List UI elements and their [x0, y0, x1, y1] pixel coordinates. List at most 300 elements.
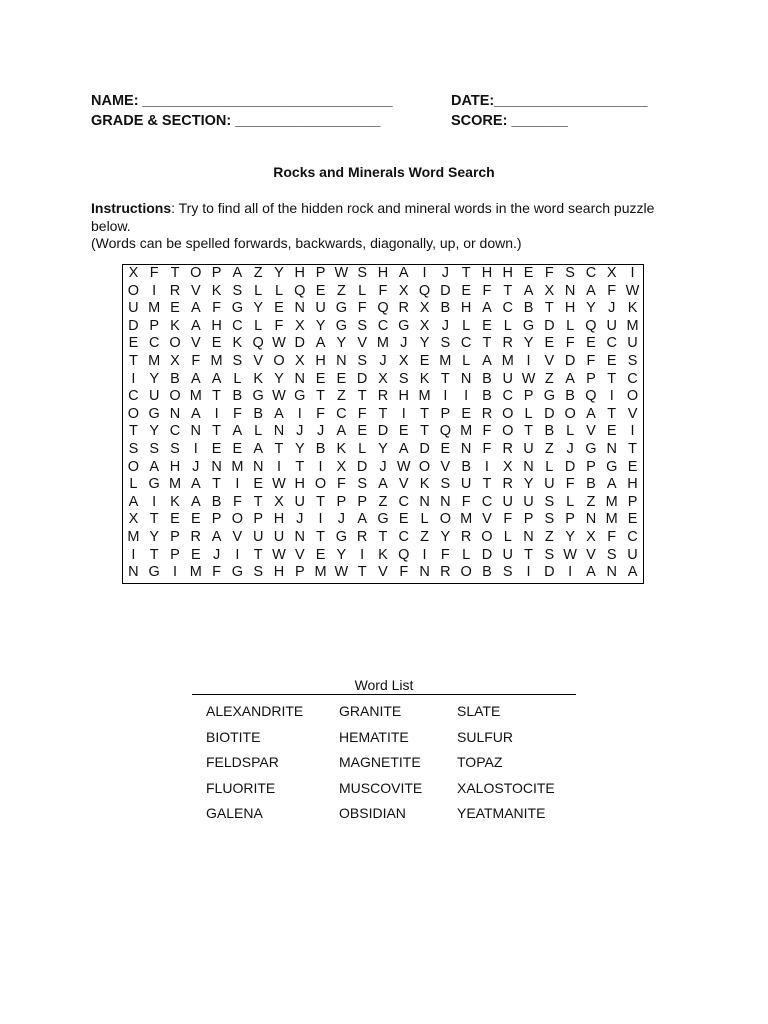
grid-letter: E	[419, 352, 430, 369]
grid-letter: W	[334, 265, 349, 281]
grid-letter: O	[564, 405, 576, 422]
grid-letter: T	[482, 335, 492, 352]
grid-letter: P	[586, 458, 596, 475]
grid-letter: T	[316, 493, 325, 510]
grid-letter: Y	[149, 528, 160, 545]
grid-letter: O	[169, 335, 181, 352]
grid-letter: O	[127, 405, 140, 422]
grid-letter: O	[273, 352, 285, 369]
grid-letter: H	[564, 300, 576, 317]
grid-letter: C	[128, 388, 139, 405]
grid-letter: E	[586, 335, 596, 352]
grid-letter: X	[128, 511, 139, 528]
grid-letter: I	[193, 440, 198, 457]
word-list-item: MUSCOVITE	[339, 779, 423, 796]
grid-letter: Y	[523, 476, 534, 493]
grid-letter: T	[149, 546, 159, 563]
grid-row	[123, 335, 643, 353]
grid-letter: T	[149, 511, 159, 528]
grid-letter: Y	[149, 370, 160, 387]
grid-letter: B	[170, 370, 180, 387]
grid-letter: D	[564, 352, 576, 369]
grid-letter: T	[316, 388, 325, 405]
grid-letter: O	[460, 564, 472, 581]
grid-letter: J	[400, 335, 408, 352]
grid-letter: F	[503, 511, 513, 528]
grid-letter: K	[336, 440, 347, 457]
word-list-column-1	[206, 703, 303, 831]
grid-letter: Z	[544, 370, 554, 387]
grid-row	[123, 529, 643, 547]
grid-letter: K	[378, 546, 388, 563]
grid-letter: P	[170, 528, 180, 545]
word-list-item: HEMATITE	[339, 728, 409, 745]
grid-letter: N	[128, 564, 139, 581]
grid-letter: P	[211, 265, 222, 281]
grid-letter: W	[272, 388, 286, 405]
instructions-label: Instructions	[91, 200, 172, 216]
grid-letter: U	[128, 300, 139, 317]
grid-letter: Y	[274, 370, 284, 387]
grid-letter: M	[626, 317, 639, 334]
grid-letter: U	[627, 546, 638, 563]
grid-letter: A	[232, 265, 243, 281]
grid-letter: F	[607, 528, 617, 545]
grid-letter: Y	[336, 546, 347, 563]
grid-letter: S	[170, 440, 180, 457]
grid-letter: C	[148, 335, 160, 352]
grid-letter: Q	[439, 423, 451, 440]
grid-letter: F	[232, 405, 242, 422]
word-list-item: FLUORITE	[206, 779, 276, 796]
word-list-item: YEATMANITE	[457, 805, 546, 821]
grid-letter: D	[377, 423, 389, 440]
grid-letter: I	[630, 265, 635, 281]
grid-letter: U	[523, 493, 534, 510]
grid-letter: K	[419, 476, 430, 493]
grid-letter: F	[149, 265, 159, 281]
grid-letter: P	[586, 370, 596, 387]
grid-letter: D	[544, 405, 555, 422]
grid-letter: C	[585, 265, 597, 281]
grid-letter: A	[398, 265, 409, 281]
grid-letter: O	[314, 476, 327, 493]
grid-letter: L	[503, 317, 512, 334]
grid-letter: V	[232, 528, 243, 545]
grid-letter: U	[544, 476, 555, 493]
grid-letter: Q	[585, 317, 597, 334]
grid-letter: H	[294, 476, 306, 493]
grid-letter: X	[378, 370, 388, 387]
grid-row	[123, 459, 643, 477]
word-list-item: TOPAZ	[457, 754, 503, 770]
grid-letter: W	[272, 476, 286, 493]
grid-letter: L	[129, 476, 138, 493]
grid-row	[123, 406, 643, 424]
grid-letter: V	[544, 352, 555, 369]
grid-letter: S	[398, 370, 409, 387]
grid-letter: F	[440, 546, 450, 563]
grid-letter: K	[419, 370, 430, 387]
grid-letter: G	[522, 317, 535, 334]
grid-letter: G	[148, 405, 160, 422]
word-list-item: SULFUR	[457, 728, 514, 745]
grid-letter: O	[502, 405, 514, 422]
grid-letter: V	[440, 458, 451, 475]
grid-letter: R	[377, 388, 389, 405]
grid-letter: I	[318, 511, 323, 528]
score-field-label: SCORE: _______	[451, 113, 568, 129]
grid-letter: V	[482, 511, 492, 528]
grid-letter: I	[235, 476, 240, 493]
grid-letter: L	[274, 282, 284, 299]
grid-letter: M	[460, 423, 473, 440]
grid-letter: T	[607, 405, 617, 422]
grid-letter: M	[189, 388, 202, 405]
grid-letter: L	[233, 370, 242, 387]
grid-letter: M	[148, 300, 161, 317]
grid-letter: Y	[378, 440, 388, 457]
grid-letter: Q	[418, 282, 431, 299]
grid-letter: Q	[585, 388, 597, 405]
grid-letter: S	[544, 546, 555, 563]
grid-letter: B	[565, 388, 575, 405]
grid-letter: V	[190, 282, 201, 299]
grid-letter: T	[295, 458, 305, 475]
grid-letter: G	[335, 300, 347, 317]
grid-letter: F	[212, 564, 222, 581]
grid-letter: E	[274, 300, 284, 317]
grid-letter: S	[357, 352, 367, 369]
grid-letter: F	[607, 282, 617, 299]
instructions-note: (Words can be spelled forwards, backwards, diagonally, up, or down.)	[91, 235, 522, 251]
grid-letter: T	[212, 476, 222, 493]
page-title: Rocks and Minerals Word Search	[273, 164, 495, 180]
grid-letter: I	[214, 405, 219, 422]
grid-letter: T	[628, 440, 637, 457]
grid-letter: N	[419, 564, 430, 581]
grid-letter: C	[502, 300, 513, 317]
grid-letter: H	[273, 511, 285, 528]
grid-letter: A	[606, 476, 617, 493]
grid-letter: R	[398, 300, 409, 317]
word-list-item: XALOSTOCITE	[457, 779, 555, 796]
grid-letter: Z	[253, 265, 263, 281]
grid-letter: T	[378, 528, 388, 545]
grid-letter: U	[502, 370, 513, 387]
grid-letter: H	[481, 265, 493, 281]
grid-letter: I	[276, 458, 281, 475]
grid-letter: C	[481, 493, 493, 510]
grid-letter: U	[523, 440, 534, 457]
grid-letter: E	[190, 511, 201, 528]
grid-letter: R	[481, 405, 493, 422]
grid-letter: N	[252, 458, 264, 475]
grid-letter: I	[297, 405, 302, 422]
grid-letter: E	[211, 440, 222, 457]
grid-letter: A	[128, 493, 139, 510]
grid-letter: F	[586, 352, 596, 369]
grid-letter: N	[564, 282, 576, 299]
grid-letter: K	[170, 317, 180, 334]
grid-letter: J	[316, 423, 325, 440]
grid-letter: G	[335, 317, 347, 334]
grid-letter: X	[398, 282, 409, 299]
grid-letter: X	[398, 352, 409, 369]
grid-letter: B	[482, 388, 492, 405]
grid-letter: L	[462, 546, 471, 563]
grid-letter: O	[502, 423, 514, 440]
grid-letter: T	[357, 388, 367, 405]
grid-letter: W	[625, 282, 640, 299]
grid-letter: L	[254, 423, 263, 440]
grid-letter: I	[464, 388, 469, 405]
grid-letter: D	[564, 458, 576, 475]
grid-letter: U	[294, 493, 306, 510]
grid-letter: F	[399, 564, 409, 581]
grid-letter: V	[294, 546, 305, 563]
grid-letter: E	[461, 405, 471, 422]
grid-letter: A	[274, 405, 284, 422]
grid-letter: F	[191, 352, 201, 369]
grid-letter: H	[315, 352, 326, 369]
grid-letter: E	[357, 423, 367, 440]
grid-letter: A	[190, 493, 201, 510]
grid-letter: X	[502, 458, 513, 475]
grid-letter: B	[232, 388, 243, 405]
grid-letter: U	[502, 546, 513, 563]
grid-letter: Y	[523, 335, 534, 352]
grid-letter: G	[398, 317, 410, 334]
grid-letter: T	[378, 405, 388, 422]
grid-letter: T	[253, 493, 263, 510]
grid-letter: U	[502, 493, 513, 510]
grid-letter: E	[211, 335, 222, 352]
grid-letter: S	[565, 265, 575, 281]
grid-letter: B	[482, 370, 492, 387]
grid-letter: T	[128, 352, 138, 369]
grid-letter: K	[232, 335, 243, 352]
grid-letter: L	[358, 440, 367, 457]
grid-letter: C	[232, 317, 243, 334]
grid-row	[123, 300, 643, 318]
grid-letter: C	[606, 335, 617, 352]
grid-letter: G	[606, 458, 618, 475]
grid-letter: P	[523, 511, 534, 528]
grid-letter: R	[190, 528, 202, 545]
grid-letter: S	[253, 564, 264, 581]
grid-letter: A	[211, 370, 222, 387]
grid-letter: T	[440, 370, 450, 387]
grid-row	[123, 547, 643, 565]
grid-letter: S	[502, 564, 513, 581]
word-list-item: MAGNETITE	[339, 754, 421, 770]
grid-letter: H	[627, 476, 638, 493]
grid-letter: T	[482, 476, 492, 493]
grid-letter: K	[627, 300, 638, 317]
grid-letter: I	[422, 546, 427, 563]
grid-letter: J	[296, 423, 304, 440]
grid-letter: E	[398, 511, 409, 528]
grid-letter: X	[128, 265, 139, 281]
grid-letter: W	[272, 335, 286, 352]
grid-letter: Z	[544, 528, 554, 545]
grid-letter: L	[566, 423, 575, 440]
grade-section-field-label: GRADE & SECTION: __________________	[91, 113, 381, 129]
grid-letter: D	[440, 282, 451, 299]
grid-letter: D	[294, 335, 306, 352]
grid-letter: Z	[544, 440, 554, 457]
grid-letter: T	[524, 423, 533, 440]
grid-letter: L	[462, 352, 471, 369]
grid-letter: S	[544, 511, 555, 528]
grid-letter: Q	[252, 335, 264, 352]
grid-row	[123, 283, 643, 301]
grid-letter: U	[606, 317, 617, 334]
grid-letter: D	[356, 370, 368, 387]
grid-letter: O	[626, 388, 639, 405]
grid-letter: T	[253, 546, 263, 563]
grid-letter: Q	[377, 300, 389, 317]
grid-row	[123, 388, 643, 406]
grid-letter: J	[441, 317, 449, 334]
grid-letter: Y	[419, 335, 430, 352]
grid-letter: C	[627, 528, 638, 545]
grid-letter: R	[460, 528, 472, 545]
grid-letter: T	[170, 265, 180, 281]
word-list-item: OBSIDIAN	[339, 805, 406, 821]
grid-letter: A	[336, 423, 347, 440]
grid-letter: A	[482, 300, 492, 317]
grid-letter: X	[606, 265, 617, 281]
grid-letter: A	[149, 458, 160, 475]
grid-letter: E	[232, 440, 243, 457]
grid-letter: T	[524, 546, 533, 563]
instructions	[91, 200, 671, 253]
grid-letter: T	[420, 405, 429, 422]
grid-letter: F	[336, 476, 346, 493]
grid-letter: F	[274, 317, 284, 334]
grid-letter: E	[544, 335, 555, 352]
grid-letter: F	[565, 335, 575, 352]
grid-letter: B	[211, 493, 222, 510]
grid-letter: A	[315, 335, 326, 352]
grid-letter: N	[419, 493, 430, 510]
grid-letter: H	[398, 388, 409, 405]
grid-letter: N	[273, 423, 285, 440]
grid-letter: P	[149, 317, 160, 334]
grid-letter: M	[460, 511, 473, 528]
grid-letter: I	[172, 564, 177, 581]
grid-letter: A	[190, 370, 201, 387]
grid-letter: M	[189, 564, 202, 581]
grid-letter: A	[482, 352, 492, 369]
grid-letter: N	[294, 528, 306, 545]
grid-letter: S	[357, 317, 367, 334]
grid-letter: E	[627, 458, 638, 475]
grid-letter: M	[168, 476, 182, 493]
grid-letter: A	[586, 282, 596, 299]
grid-letter: F	[232, 493, 242, 510]
grid-letter: P	[523, 388, 534, 405]
grid-letter: P	[627, 493, 638, 510]
grid-letter: W	[272, 546, 286, 563]
grid-letter: Z	[336, 282, 346, 299]
grid-letter: V	[378, 564, 388, 581]
grid-letter: A	[232, 423, 243, 440]
grid-letter: W	[563, 546, 577, 563]
grid-letter: Y	[565, 528, 575, 545]
grid-letter: V	[253, 352, 264, 369]
grid-letter: X	[274, 493, 284, 510]
grid-letter: C	[460, 335, 472, 352]
grid-letter: B	[461, 458, 471, 475]
grid-letter: G	[252, 388, 264, 405]
grid-letter: Y	[253, 300, 264, 317]
grid-letter: T	[212, 423, 222, 440]
grid-letter: X	[544, 282, 555, 299]
grid-letter: G	[543, 388, 555, 405]
grid-letter: E	[398, 423, 409, 440]
grid-letter: H	[294, 265, 306, 281]
grid-letter: N	[336, 352, 347, 369]
grid-letter: X	[336, 458, 347, 475]
grid-letter: I	[484, 458, 489, 475]
grid-letter: L	[254, 282, 263, 299]
grid-letter: O	[127, 282, 140, 299]
grid-letter: L	[566, 493, 575, 510]
grid-letter: H	[211, 317, 222, 334]
grid-letter: I	[235, 546, 240, 563]
grid-letter: M	[210, 352, 223, 369]
grid-letter: J	[441, 265, 449, 281]
grid-letter: F	[565, 476, 575, 493]
grid-letter: W	[521, 370, 536, 387]
grid-letter: W	[334, 564, 349, 581]
grid-letter: L	[503, 528, 512, 545]
grid-letter: P	[211, 511, 222, 528]
grid-letter: F	[378, 282, 388, 299]
grid-letter: B	[482, 564, 492, 581]
grid-letter: H	[502, 265, 513, 281]
grid-letter: J	[212, 546, 221, 563]
grid-letter: L	[462, 317, 471, 334]
grid-letter: A	[253, 440, 264, 457]
grid-row	[123, 441, 643, 459]
date-field-label: DATE:___________________	[451, 93, 648, 109]
grid-letter: S	[128, 440, 139, 457]
grid-row	[123, 353, 643, 371]
grid-letter: P	[336, 493, 347, 510]
grid-letter: M	[148, 352, 161, 369]
grid-letter: T	[607, 370, 617, 387]
word-list-heading: Word List	[192, 677, 576, 695]
grid-letter: G	[377, 511, 389, 528]
grid-letter: G	[148, 564, 160, 581]
grid-letter: L	[254, 317, 263, 334]
grid-letter: O	[127, 458, 140, 475]
grid-letter: O	[439, 511, 451, 528]
grid-letter: B	[253, 405, 264, 422]
grid-letter: M	[605, 493, 618, 510]
grid-letter: P	[440, 405, 451, 422]
grid-letter: C	[398, 528, 409, 545]
grid-letter: H	[169, 458, 181, 475]
grid-letter: G	[231, 300, 244, 317]
grid-letter: A	[378, 476, 388, 493]
grid-letter: V	[627, 405, 638, 422]
word-list-item: FELDSPAR	[206, 754, 279, 770]
